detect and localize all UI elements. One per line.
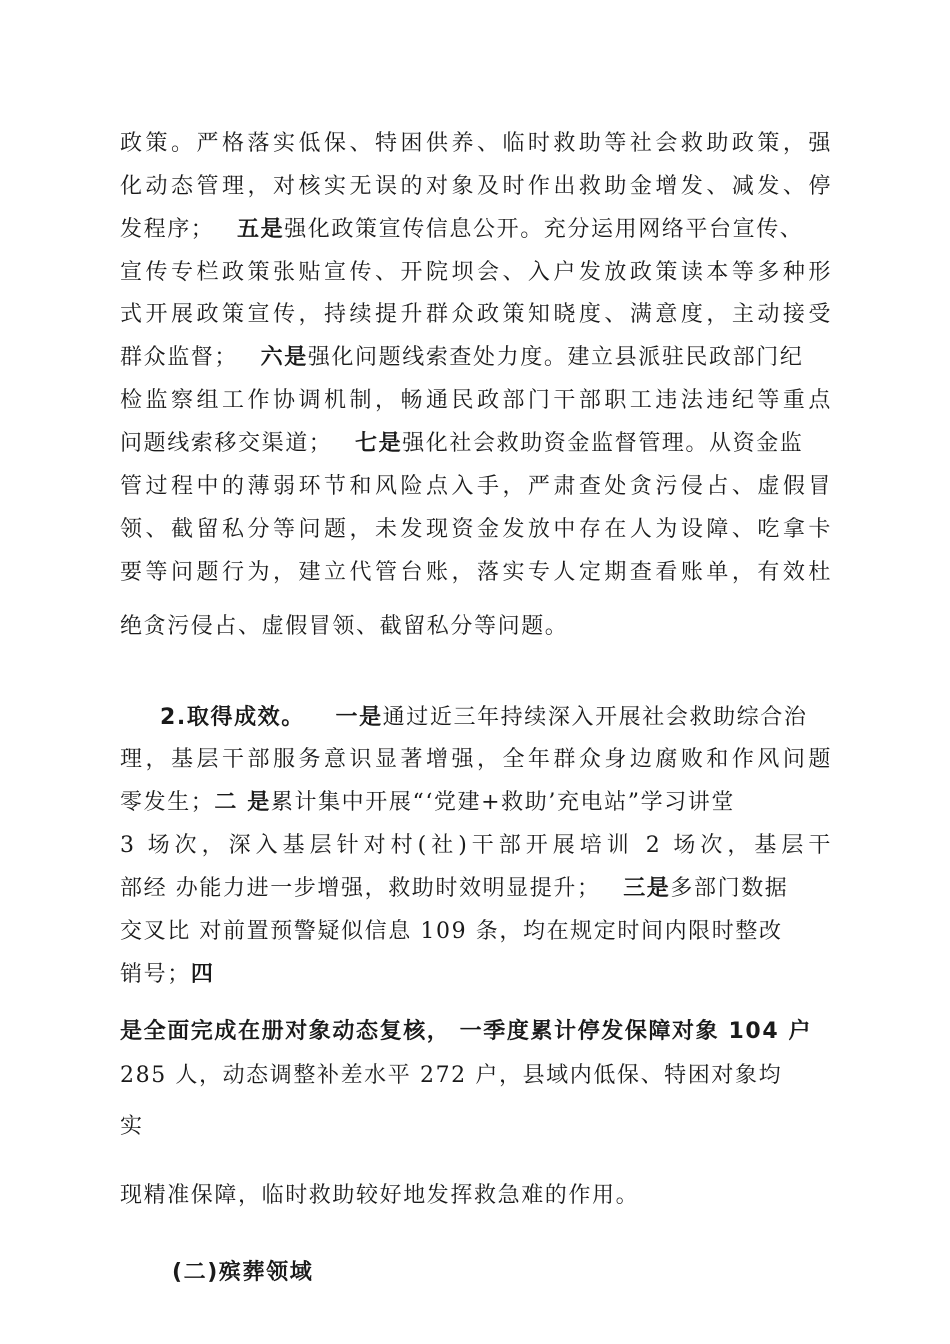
- text-run: 群众监督；: [120, 345, 239, 370]
- text-run: 多部门数据: [670, 876, 789, 901]
- section-label: 2.取得成效。: [160, 705, 305, 730]
- text-line: 现精准保障，临时救助较好地发挥救急难的作用。: [120, 1183, 640, 1208]
- text-line: [120, 429, 803, 459]
- bold-lead: 五是: [237, 217, 285, 242]
- text-line: [160, 703, 807, 733]
- text-line: 检监察组工作协调机制，畅通民政部门干部职工违法违纪等重点: [120, 388, 832, 413]
- text-line: 285 人，动态调整补差水平 272 户，县域内低保、特困对象均: [120, 1063, 783, 1088]
- text-line: 宣传专栏政策张贴宣传、开院坝会、入户发放政策读本等多种形: [120, 260, 832, 285]
- text-line: 管过程中的薄弱环节和风险点入手，严肃查处贪污侵占、虚假冒: [120, 474, 832, 499]
- text-line: [120, 215, 803, 245]
- text-line: 理，基层干部服务意识显著增强，全年群众身边腐败和作风问题: [120, 747, 832, 772]
- text-run: 累计集中开展“‘党建+救助’充电站”学习讲堂: [270, 790, 735, 815]
- text-run: 零发生；: [120, 790, 215, 815]
- text-run: 强化政策宣传信息公开。充分运用网络平台宣传、: [284, 217, 804, 242]
- text-run: 强化问题线索查处力度。建立县派驻民政部门纪: [307, 345, 804, 370]
- text-line: [120, 960, 214, 990]
- section-heading: (二)殡葬领域: [172, 1260, 314, 1285]
- bold-lead: 四: [190, 962, 215, 987]
- text-line: 3 场次，深入基层针对村(社)干部开展培训 2 场次，基层干: [120, 833, 832, 858]
- bold-lead: 七是: [355, 431, 403, 456]
- text-run: 部经 办能力进一步增强，救助时效明显提升；: [120, 876, 601, 901]
- bold-lead: 二 是: [214, 790, 271, 815]
- text-run: 销号；: [120, 962, 191, 987]
- bold-text-line: 是全面完成在册对象动态复核， 一季度累计停发保障对象 104 户: [120, 1019, 813, 1044]
- text-line: 化动态管理，对核实无误的对象及时作出救助金增发、减发、停: [120, 174, 832, 199]
- text-run: 问题线索移交渠道；: [120, 431, 333, 456]
- text-line: 式开展政策宣传，持续提升群众政策知晓度、满意度，主动接受: [120, 302, 832, 327]
- text-line: 实: [120, 1114, 144, 1139]
- bold-lead: 一是: [335, 705, 383, 730]
- text-line: [120, 874, 788, 904]
- text-run: 发程序；: [120, 217, 215, 242]
- bold-lead: 六是: [260, 345, 308, 370]
- text-line: 要等问题行为，建立代管台账，落实专人定期查看账单，有效杜: [120, 560, 832, 585]
- text-line: 绝贪污侵占、虚假冒领、截留私分等问题。: [120, 614, 569, 639]
- text-line: 交叉比 对前置预警疑似信息 109 条，均在规定时间内限时整改: [120, 919, 783, 944]
- text-run: 通过近三年持续深入开展社会救助综合治: [382, 705, 808, 730]
- text-line: 领、截留私分等问题，未发现资金发放中存在人为设障、吃拿卡: [120, 517, 832, 542]
- text-line: [120, 343, 803, 373]
- bold-lead: 三是: [623, 876, 671, 901]
- text-run: 强化社会救助资金监督管理。从资金监: [402, 431, 804, 456]
- text-line: [120, 788, 735, 818]
- text-line: 政策。严格落实低保、特困供养、临时救助等社会救助政策，强: [120, 131, 832, 156]
